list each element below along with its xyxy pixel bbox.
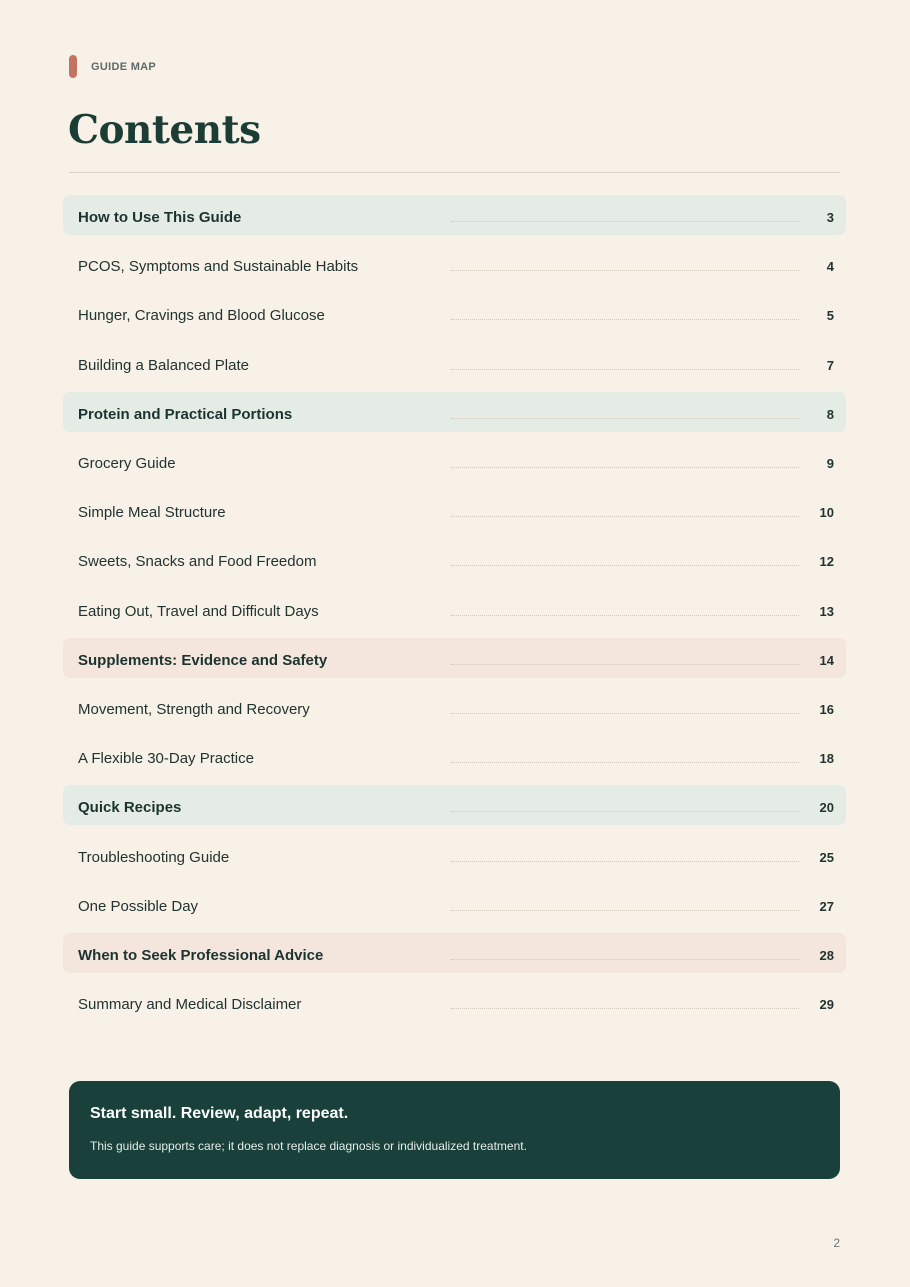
toc-dot-leader (451, 615, 799, 616)
toc-entry-page: 16 (819, 702, 834, 717)
toc-entry-page: 13 (819, 604, 834, 619)
toc-entry-title: Troubleshooting Guide (78, 849, 230, 866)
toc-entry-page: 3 (826, 210, 834, 225)
toc-entry-page: 27 (819, 899, 834, 914)
toc-entry-page: 18 (819, 751, 834, 766)
toc-dot-leader (451, 369, 799, 370)
toc-dot-leader (451, 713, 799, 714)
toc-entry-page: 28 (819, 948, 834, 963)
toc-entry-title: Building a Balanced Plate (78, 357, 249, 374)
toc-entry-title: When to Seek Professional Advice (78, 947, 324, 964)
toc-entry[interactable] (63, 884, 846, 924)
toc-entry[interactable] (63, 441, 846, 481)
toc-dot-leader (451, 664, 799, 665)
callout-heading: Start small. Review, adapt, repeat. (90, 1105, 349, 1122)
toc-entry-page: 10 (819, 505, 834, 520)
eyebrow-label: GUIDE MAP (91, 60, 157, 73)
toc-entry-page: 14 (819, 653, 834, 668)
toc-entry-title: Grocery Guide (78, 455, 176, 472)
toc-entry-title: Eating Out, Travel and Difficult Days (78, 603, 319, 620)
toc-dot-leader (451, 270, 799, 271)
page-number: 2 (833, 1236, 840, 1250)
toc-entry[interactable] (63, 244, 846, 284)
toc-entry[interactable] (63, 687, 846, 727)
toc-entry-page: 5 (826, 308, 834, 323)
toc-entry[interactable] (63, 195, 846, 235)
toc-entry-page: 29 (819, 997, 834, 1012)
toc-entry[interactable] (63, 785, 846, 825)
toc-entry-title: How to Use This Guide (78, 209, 242, 226)
toc-entry-page: 25 (819, 850, 834, 865)
toc-entry-page: 12 (819, 554, 834, 569)
toc-dot-leader (451, 861, 799, 862)
toc-dot-leader (451, 565, 799, 566)
toc-entry[interactable] (63, 343, 846, 383)
toc-dot-leader (451, 762, 799, 763)
section-eyebrow (69, 55, 156, 78)
toc-dot-leader (451, 319, 799, 320)
toc-dot-leader (451, 811, 799, 812)
toc-entry[interactable] (63, 835, 846, 875)
toc-entry-title: Hunger, Cravings and Blood Glucose (78, 307, 325, 324)
toc-dot-leader (451, 467, 799, 468)
title-divider (69, 172, 840, 173)
toc-entry-page: 20 (819, 800, 834, 815)
toc-entry[interactable] (63, 982, 846, 1022)
toc-entry-page: 9 (826, 456, 834, 471)
page-title: Contents (68, 107, 261, 153)
toc-dot-leader (451, 959, 799, 960)
toc-entry[interactable] (63, 638, 846, 678)
toc-entry-title: Simple Meal Structure (78, 504, 226, 521)
toc-entry-title: PCOS, Symptoms and Sustainable Habits (78, 258, 359, 275)
toc-entry-title: Protein and Practical Portions (78, 406, 293, 423)
callout-text: This guide supports care; it does not replace diagnosis or individualized treatment. (90, 1139, 527, 1153)
toc-dot-leader (451, 418, 799, 419)
toc-entry-title: Summary and Medical Disclaimer (78, 996, 302, 1013)
toc-entry[interactable] (63, 933, 846, 973)
toc-dot-leader (451, 910, 799, 911)
toc-entry[interactable] (63, 293, 846, 333)
toc-entry[interactable] (63, 490, 846, 530)
toc-entry-page: 8 (826, 407, 834, 422)
toc-entry-title: Quick Recipes (78, 799, 182, 816)
toc-entry-title: Supplements: Evidence and Safety (78, 652, 328, 669)
toc-entry[interactable] (63, 736, 846, 776)
toc-entry[interactable] (63, 539, 846, 579)
toc-dot-leader (451, 516, 799, 517)
toc-entry[interactable] (63, 392, 846, 432)
toc-entry[interactable] (63, 589, 846, 629)
toc-entry-title: Sweets, Snacks and Food Freedom (78, 553, 317, 570)
toc-entry-page: 7 (826, 358, 834, 373)
accent-bar-icon (69, 55, 77, 78)
toc-entry-title: One Possible Day (78, 898, 199, 915)
toc-entry-page: 4 (826, 259, 834, 274)
toc-dot-leader (451, 1008, 799, 1009)
toc-entry-title: Movement, Strength and Recovery (78, 701, 310, 718)
toc-dot-leader (451, 221, 799, 222)
callout-box (69, 1081, 840, 1179)
toc-entry-title: A Flexible 30-Day Practice (78, 750, 254, 767)
